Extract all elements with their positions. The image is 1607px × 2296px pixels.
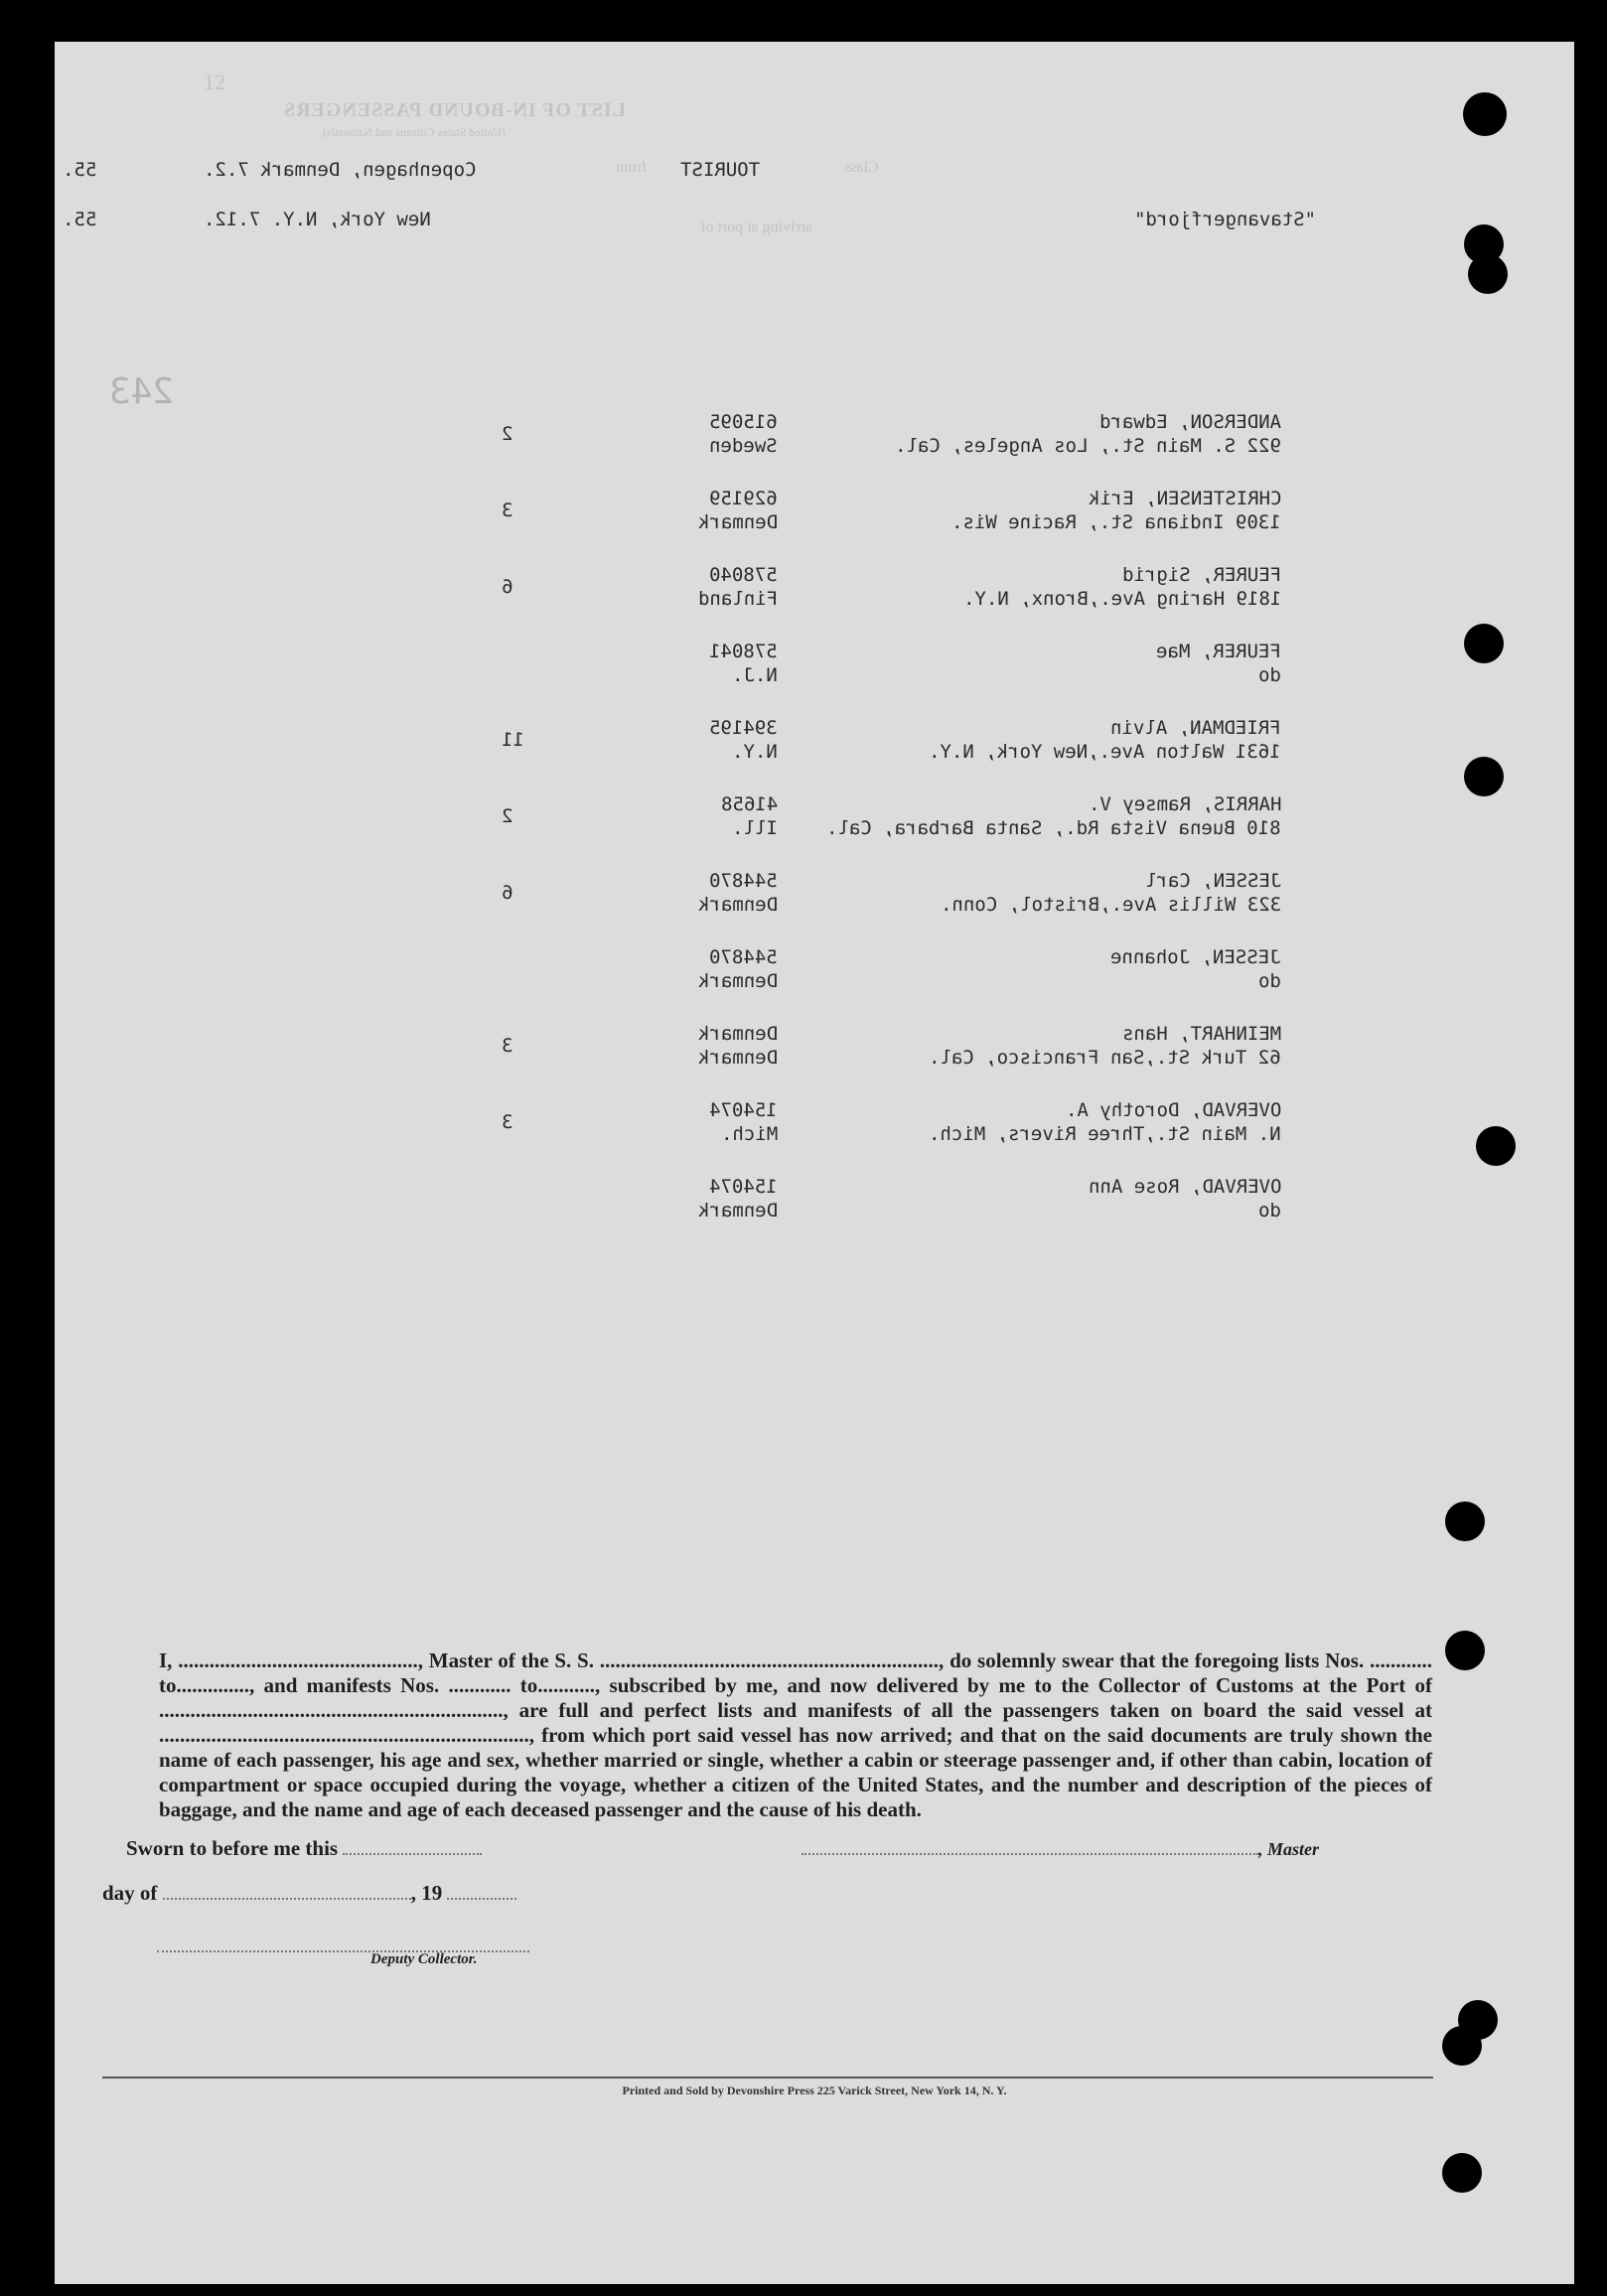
- passenger-address: 1309 Indiana St., Racine Wis.: [951, 511, 1281, 533]
- country: Denmark: [697, 1200, 778, 1221]
- passenger-address: do: [1258, 1200, 1281, 1221]
- list-subtitle: (United States Citizens and Nationals): [323, 125, 506, 139]
- class-label: Class: [844, 159, 879, 176]
- country: Denmark: [697, 1047, 778, 1069]
- master-signature-line: , Master: [802, 1836, 1319, 1861]
- passport-code: Denmark: [697, 1023, 778, 1045]
- passenger-entry: [55, 717, 1574, 787]
- binder-hole-11: [1442, 2153, 1482, 2193]
- passenger-name: OVERVAD, Dorothy A.: [1065, 1099, 1281, 1121]
- binder-hole-3: [1468, 254, 1508, 294]
- binder-hole-8: [1445, 1631, 1485, 1670]
- header-class: TOURIST: [680, 159, 761, 181]
- passenger-name: FEURER, Sigrid: [1121, 564, 1281, 586]
- passenger-address: 62 Turk St.,San Francisco, Cal.: [929, 1047, 1281, 1069]
- binder-hole-1: [1463, 92, 1507, 136]
- line-number: 11: [502, 729, 524, 751]
- passport-code: 544870: [709, 870, 778, 892]
- line-number: 2: [502, 805, 513, 827]
- page-number: 12: [204, 70, 225, 94]
- passenger-address: do: [1258, 970, 1281, 992]
- passenger-name: HARRIS, Ramsey V.: [1088, 793, 1281, 815]
- passport-code: 154074: [709, 1099, 778, 1121]
- header-from-port: Copenhagen, Denmark 7.2.: [204, 159, 477, 181]
- passport-code: 578040: [709, 564, 778, 586]
- passenger-address: 323 Willis Ave.,Bristol, Conn.: [940, 894, 1281, 916]
- country: N.Y.: [732, 741, 778, 763]
- passenger-entry: [55, 1176, 1574, 1245]
- passenger-address: do: [1258, 664, 1281, 686]
- line-number: 3: [502, 500, 513, 521]
- passenger-entry: [55, 1099, 1574, 1169]
- passport-code: 154074: [709, 1176, 778, 1198]
- passenger-name: CHRISTENSEN, Erik: [1088, 488, 1281, 509]
- arriving-label: arriving at port of: [700, 218, 813, 235]
- binder-hole-6: [1476, 1126, 1516, 1166]
- line-number: 6: [502, 882, 513, 904]
- passenger-name: JESSEN, Carl: [1144, 870, 1281, 892]
- day-of-line: day of , 19: [102, 1881, 516, 1906]
- line-number: 6: [502, 576, 513, 598]
- passenger-name: MEINHART, Hans: [1121, 1023, 1281, 1045]
- header-vessel: "Stavangerfjord": [1134, 209, 1317, 230]
- passenger-address: N. Main St.,Three Rivers, Mich.: [929, 1123, 1281, 1145]
- passenger-address: 1819 Haring Ave.,Bronx, N.Y.: [962, 588, 1281, 610]
- binder-hole-7: [1445, 1502, 1485, 1541]
- passenger-name: FEURER, Mae: [1156, 641, 1281, 662]
- country: Sweden: [709, 435, 778, 457]
- passenger-address: 810 Buena Vista Rd., Santa Barbara, Cal.: [826, 817, 1281, 839]
- passenger-entry: [55, 1023, 1574, 1092]
- binder-hole-4: [1464, 624, 1504, 663]
- country: N.J.: [732, 664, 778, 686]
- deputy-label: Deputy Collector.: [370, 1951, 478, 1967]
- footer-rule: [102, 2077, 1433, 2079]
- passenger-name: OVERVAD, Rose Ann: [1088, 1176, 1281, 1198]
- margin-number: 243: [109, 371, 175, 412]
- country: Ill.: [732, 817, 778, 839]
- passenger-name: ANDERSON, Edward: [1098, 411, 1281, 433]
- passenger-address: 922 S. Main St., Los Angeles, Cal.: [895, 435, 1281, 457]
- passenger-entry: [55, 411, 1574, 481]
- manifest-page: [55, 42, 1574, 2284]
- line-number: 3: [502, 1111, 513, 1133]
- passenger-name: FRIEDMAN, Alvin: [1110, 717, 1281, 739]
- header-date-1: 55.: [63, 159, 97, 181]
- country: Mich.: [720, 1123, 778, 1145]
- header-to-port: New York, N.Y. 7.12.: [204, 209, 431, 230]
- passenger-entry: [55, 641, 1574, 710]
- country: Finland: [697, 588, 778, 610]
- passport-code: 394195: [709, 717, 778, 739]
- country: Denmark: [697, 894, 778, 916]
- line-number: 2: [502, 423, 513, 445]
- from-label: from: [616, 159, 648, 176]
- binder-hole-5: [1464, 757, 1504, 796]
- passport-code: 544870: [709, 946, 778, 968]
- sworn-label: Sworn to before me this: [126, 1836, 482, 1861]
- passenger-entry: [55, 793, 1574, 863]
- passenger-entry: [55, 488, 1574, 557]
- binder-hole-10: [1442, 2026, 1482, 2066]
- passport-code: 629159: [709, 488, 778, 509]
- passenger-entry: [55, 946, 1574, 1016]
- passport-code: 578041: [709, 641, 778, 662]
- list-title: LIST OF IN-BOUND PASSENGERS: [283, 99, 627, 121]
- printer-credit: Printed and Sold by Devonshire Press 225 Varick Street, New York 14, N. Y.: [622, 2083, 1007, 2097]
- line-number: 3: [502, 1035, 513, 1057]
- passport-code: 615095: [709, 411, 778, 433]
- country: Denmark: [697, 970, 778, 992]
- passenger-name: JESSEN, Johanne: [1110, 946, 1281, 968]
- passenger-entry: [55, 564, 1574, 634]
- oath-text: I, .............................................., Master of the S. S. ................................................................., do solemnly swear that the foregoing lists Nos. ............ to.............., and manifests Nos. ............ to..........., subscribed by me, and now delivered by me to the Collector of Customs at the Port of .................................................................., are full and perfect lists and manifests of all the passengers taken on board the said vessel at ......................................................................., from which port said vessel has now arrived; and that on the said documents are truly shown the name of each passenger, his age and sex, whether married or single, whether a cabin or steerage passenger and, if other than cabin, location of compartment or space occupied during the voyage, whether a citizen of the United States, and the number and description of the pieces of baggage, and the name and age of each deceased passenger and the cause of his death.: [159, 1649, 1432, 1821]
- passport-code: 41658: [720, 793, 778, 815]
- passenger-address: 1631 Walton Ave.,New York, N.Y.: [929, 741, 1281, 763]
- passenger-entry: [55, 870, 1574, 939]
- header-date-2: 55.: [63, 209, 97, 230]
- country: Denmark: [697, 511, 778, 533]
